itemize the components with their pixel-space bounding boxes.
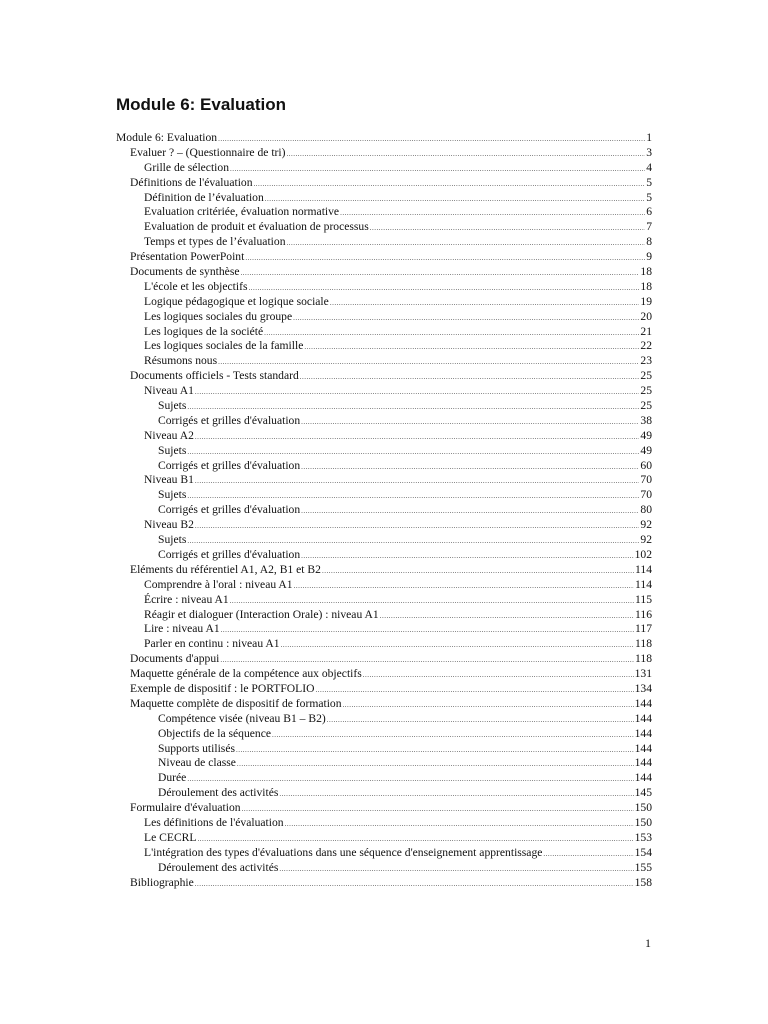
toc-entry[interactable]: [116, 533, 652, 548]
toc-dot-leader: [230, 594, 634, 609]
toc-entry-label: Formulaire d'évaluation: [130, 801, 241, 815]
toc-entry-page: 18: [640, 265, 652, 279]
toc-entry[interactable]: [116, 488, 652, 503]
toc-entry-page: 70: [640, 488, 652, 502]
toc-entry[interactable]: [116, 414, 652, 429]
toc-dot-leader: [380, 609, 634, 624]
toc-entry[interactable]: [116, 786, 652, 801]
toc-entry[interactable]: [116, 756, 652, 771]
toc-entry[interactable]: [116, 727, 652, 742]
toc-dot-leader: [195, 385, 639, 400]
toc-dot-leader: [363, 668, 634, 683]
toc-entry[interactable]: [116, 473, 652, 488]
toc-dot-leader: [220, 653, 634, 668]
toc-entry-label: Les définitions de l'évaluation: [144, 815, 284, 829]
toc-dot-leader: [265, 192, 645, 207]
toc-dot-leader: [327, 713, 634, 728]
toc-entry-label: Documents officiels - Tests standard: [130, 369, 299, 383]
toc-entry[interactable]: [116, 816, 652, 831]
toc-entry[interactable]: [116, 712, 652, 727]
page-title: Module 6: Evaluation: [116, 95, 287, 114]
toc-entry-page: 118: [635, 637, 652, 651]
toc-entry[interactable]: [116, 205, 652, 220]
toc-entry-label: Temps et types de l’évaluation: [144, 235, 286, 249]
toc-entry[interactable]: [116, 622, 652, 637]
toc-entry-page: 158: [634, 875, 652, 889]
toc-entry[interactable]: [116, 503, 652, 518]
toc-entry-page: 102: [634, 547, 652, 561]
toc-entry-label: Niveau A1: [144, 384, 194, 398]
toc-entry-label: Supports utilisés: [158, 741, 235, 755]
toc-entry-page: 144: [634, 711, 652, 725]
toc-entry-label: Compétence visée (niveau B1 – B2): [158, 711, 326, 725]
toc-dot-leader: [187, 445, 639, 460]
toc-entry[interactable]: [116, 593, 652, 608]
toc-entry-label: Corrigés et grilles d'évaluation: [158, 503, 301, 517]
toc-entry[interactable]: [116, 518, 652, 533]
toc-entry-page: 150: [634, 801, 652, 815]
toc-entry-page: 49: [640, 428, 652, 442]
toc-entry-page: 144: [634, 756, 652, 770]
toc-entry-label: Module 6: Evaluation: [116, 131, 218, 144]
toc-entry-label: Parler en continu : niveau A1: [144, 637, 280, 651]
toc-entry-label: Niveau B2: [144, 518, 194, 532]
toc-entry-page: 80: [640, 503, 652, 517]
toc-dot-leader: [279, 787, 633, 802]
toc-dot-leader: [340, 206, 645, 221]
toc-dot-leader: [187, 772, 633, 787]
toc-entry-label: Les logiques sociales de la famille: [144, 339, 304, 353]
toc-entry[interactable]: [116, 771, 652, 786]
toc-dot-leader: [240, 266, 639, 281]
toc-entry[interactable]: [116, 295, 652, 310]
toc-entry[interactable]: [116, 444, 652, 459]
toc-entry-page: 5: [646, 190, 652, 204]
toc-entry-page: 114: [635, 577, 652, 591]
toc-dot-leader: [242, 802, 634, 817]
toc-entry-page: 9: [646, 250, 652, 264]
toc-entry[interactable]: [116, 459, 652, 474]
toc-dot-leader: [300, 370, 640, 385]
toc-entry[interactable]: [116, 652, 652, 667]
toc-entry[interactable]: [116, 131, 652, 146]
toc-dot-leader: [218, 355, 639, 370]
toc-dot-leader: [187, 400, 639, 415]
toc-entry-label: Bibliographie: [130, 875, 194, 889]
toc-dot-leader: [301, 549, 633, 564]
toc-entry[interactable]: [116, 280, 652, 295]
toc-entry-page: 154: [634, 845, 652, 859]
toc-entry-page: 23: [640, 354, 652, 368]
toc-dot-leader: [221, 623, 634, 638]
toc-entry[interactable]: [116, 176, 652, 191]
toc-entry-page: 4: [646, 160, 652, 174]
toc-entry[interactable]: [116, 682, 652, 697]
toc-entry-page: 114: [635, 562, 652, 576]
toc-entry-label: Sujets: [158, 488, 187, 502]
toc-entry-page: 5: [646, 175, 652, 189]
toc-entry[interactable]: [116, 354, 652, 369]
toc-dot-leader: [315, 683, 633, 698]
toc-dot-leader: [236, 743, 634, 758]
toc-entry-page: 19: [640, 294, 652, 308]
toc-dot-leader: [281, 638, 634, 653]
toc-entry-label: Evaluation de produit et évaluation de processus: [144, 220, 369, 234]
toc-dot-leader: [322, 564, 634, 579]
toc-entry-label: Logique pédagogique et logique sociale: [144, 294, 329, 308]
toc-entry-page: 92: [640, 533, 652, 547]
toc-entry-label: Niveau B1: [144, 473, 194, 487]
toc-entry-label: Déroulement des activités: [158, 860, 279, 874]
toc-entry-label: Objectifs de la séquence: [158, 726, 271, 740]
toc-entry-label: Evaluation critériée, évaluation normative: [144, 205, 340, 219]
toc-dot-leader: [218, 132, 645, 147]
toc-dot-leader: [279, 862, 633, 877]
toc-entry[interactable]: [116, 429, 652, 444]
table-of-contents: [116, 131, 652, 890]
toc-dot-leader: [330, 296, 640, 311]
toc-entry[interactable]: [116, 399, 652, 414]
toc-entry-page: 150: [634, 815, 652, 829]
toc-dot-leader: [343, 698, 634, 713]
toc-entry-page: 18: [640, 279, 652, 293]
toc-entry[interactable]: [116, 548, 652, 563]
toc-dot-leader: [230, 162, 645, 177]
toc-entry[interactable]: [116, 369, 652, 384]
toc-dot-leader: [264, 326, 639, 341]
toc-entry-label: Sujets: [158, 533, 187, 547]
toc-dot-leader: [245, 251, 645, 266]
toc-dot-leader: [195, 474, 639, 489]
toc-entry[interactable]: [116, 191, 652, 206]
toc-entry-label: Corrigés et grilles d'évaluation: [158, 413, 301, 427]
toc-dot-leader: [294, 579, 634, 594]
toc-dot-leader: [254, 177, 646, 192]
toc-entry-label: Evaluer ? – (Questionnaire de tri): [130, 145, 286, 159]
toc-entry[interactable]: [116, 608, 652, 623]
toc-entry[interactable]: [116, 578, 652, 593]
toc-entry-label: Exemple de dispositif : le PORTFOLIO: [130, 681, 315, 695]
toc-entry[interactable]: [116, 220, 652, 235]
toc-entry[interactable]: [116, 339, 652, 354]
toc-entry-page: 1: [646, 131, 652, 144]
toc-entry[interactable]: [116, 250, 652, 265]
toc-entry-page: 131: [634, 667, 652, 681]
toc-entry[interactable]: [116, 146, 652, 161]
toc-entry-label: Niveau de classe: [158, 756, 236, 770]
toc-dot-leader: [301, 460, 639, 475]
toc-entry-page: 25: [640, 399, 652, 413]
toc-entry-label: Lire : niveau A1: [144, 622, 220, 636]
toc-entry-page: 116: [635, 607, 652, 621]
page-number: 1: [645, 936, 651, 950]
toc-dot-leader: [370, 221, 645, 236]
toc-dot-leader: [301, 415, 639, 430]
toc-entry-label: Définitions de l'évaluation: [130, 175, 253, 189]
toc-entry-page: 7: [646, 220, 652, 234]
toc-entry-page: 6: [646, 205, 652, 219]
toc-entry[interactable]: [116, 310, 652, 325]
toc-entry-page: 117: [635, 622, 652, 636]
toc-entry-page: 115: [635, 592, 652, 606]
toc-entry-label: Corrigés et grilles d'évaluation: [158, 458, 301, 472]
toc-entry-page: 118: [635, 652, 652, 666]
toc-entry-label: Réagir et dialoguer (Interaction Orale) : niveau A1: [144, 607, 379, 621]
toc-entry-page: 92: [640, 518, 652, 532]
toc-entry-label: Définition de l’évaluation: [144, 190, 264, 204]
toc-entry[interactable]: [116, 876, 652, 891]
toc-dot-leader: [187, 534, 639, 549]
toc-entry[interactable]: [116, 861, 652, 876]
toc-entry-label: Sujets: [158, 443, 187, 457]
toc-dot-leader: [287, 236, 646, 251]
toc-entry-label: Corrigés et grilles d'évaluation: [158, 547, 301, 561]
toc-dot-leader: [195, 519, 639, 534]
toc-entry-page: 144: [634, 696, 652, 710]
toc-entry-label: Niveau A2: [144, 428, 194, 442]
toc-entry-label: L'école et les objectifs: [144, 279, 248, 293]
toc-entry-page: 145: [634, 786, 652, 800]
toc-entry-page: 70: [640, 473, 652, 487]
toc-entry-page: 3: [646, 145, 652, 159]
toc-dot-leader: [272, 728, 634, 743]
toc-entry-label: Les logiques de la société: [144, 324, 264, 338]
toc-entry-page: 134: [634, 681, 652, 695]
toc-entry[interactable]: [116, 265, 652, 280]
toc-entry-page: 38: [640, 413, 652, 427]
toc-entry-label: Sujets: [158, 399, 187, 413]
toc-entry-label: L'intégration des types d'évaluations dans une séquence d'enseignement apprentissage: [144, 845, 543, 859]
toc-dot-leader: [249, 281, 640, 296]
toc-entry-label: Les logiques sociales du groupe: [144, 309, 293, 323]
toc-entry[interactable]: [116, 801, 652, 816]
toc-entry-label: Grille de sélection: [144, 160, 229, 174]
toc-entry[interactable]: [116, 563, 652, 578]
toc-entry[interactable]: [116, 235, 652, 250]
toc-entry[interactable]: [116, 831, 652, 846]
toc-entry-label: Documents de synthèse: [130, 265, 240, 279]
toc-entry-page: 25: [640, 384, 652, 398]
toc-entry-label: Maquette complète de dispositif de formation: [130, 696, 342, 710]
toc-entry-page: 144: [634, 741, 652, 755]
toc-entry[interactable]: [116, 637, 652, 652]
toc-entry-page: 22: [640, 339, 652, 353]
toc-dot-leader: [195, 430, 639, 445]
toc-entry[interactable]: [116, 742, 652, 757]
toc-entry-page: 21: [640, 324, 652, 338]
toc-entry-page: 144: [634, 726, 652, 740]
toc-dot-leader: [293, 311, 639, 326]
toc-entry-page: 8: [646, 235, 652, 249]
toc-dot-leader: [304, 340, 639, 355]
toc-entry-page: 153: [634, 830, 652, 844]
toc-entry-label: Maquette générale de la compétence aux objectifs: [130, 667, 362, 681]
toc-entry-label: Eléments du référentiel A1, A2, B1 et B2: [130, 562, 321, 576]
toc-entry-label: Durée: [158, 771, 187, 785]
toc-entry-page: 144: [634, 771, 652, 785]
toc-entry[interactable]: [116, 846, 652, 861]
toc-entry-page: 20: [640, 309, 652, 323]
toc-dot-leader: [195, 877, 634, 892]
toc-entry-label: Écrire : niveau A1: [144, 592, 229, 606]
toc-dot-leader: [543, 847, 633, 862]
toc-dot-leader: [287, 147, 646, 162]
toc-entry-label: Résumons nous: [144, 354, 218, 368]
toc-entry[interactable]: [116, 697, 652, 712]
toc-entry-page: 25: [640, 369, 652, 383]
toc-entry[interactable]: [116, 384, 652, 399]
toc-entry[interactable]: [116, 325, 652, 340]
toc-dot-leader: [198, 832, 634, 847]
toc-entry-label: Documents d'appui: [130, 652, 220, 666]
toc-entry-page: 49: [640, 443, 652, 457]
toc-dot-leader: [187, 489, 639, 504]
toc-entry[interactable]: [116, 161, 652, 176]
toc-entry-label: Comprendre à l'oral : niveau A1: [144, 577, 293, 591]
toc-entry-label: Le CECRL: [144, 830, 197, 844]
toc-dot-leader: [285, 817, 634, 832]
toc-entry-label: Présentation PowerPoint: [130, 250, 245, 264]
toc-entry-page: 60: [640, 458, 652, 472]
toc-entry-label: Déroulement des activités: [158, 786, 279, 800]
toc-entry[interactable]: [116, 667, 652, 682]
toc-entry-page: 155: [634, 860, 652, 874]
toc-dot-leader: [237, 757, 634, 772]
toc-dot-leader: [301, 504, 639, 519]
